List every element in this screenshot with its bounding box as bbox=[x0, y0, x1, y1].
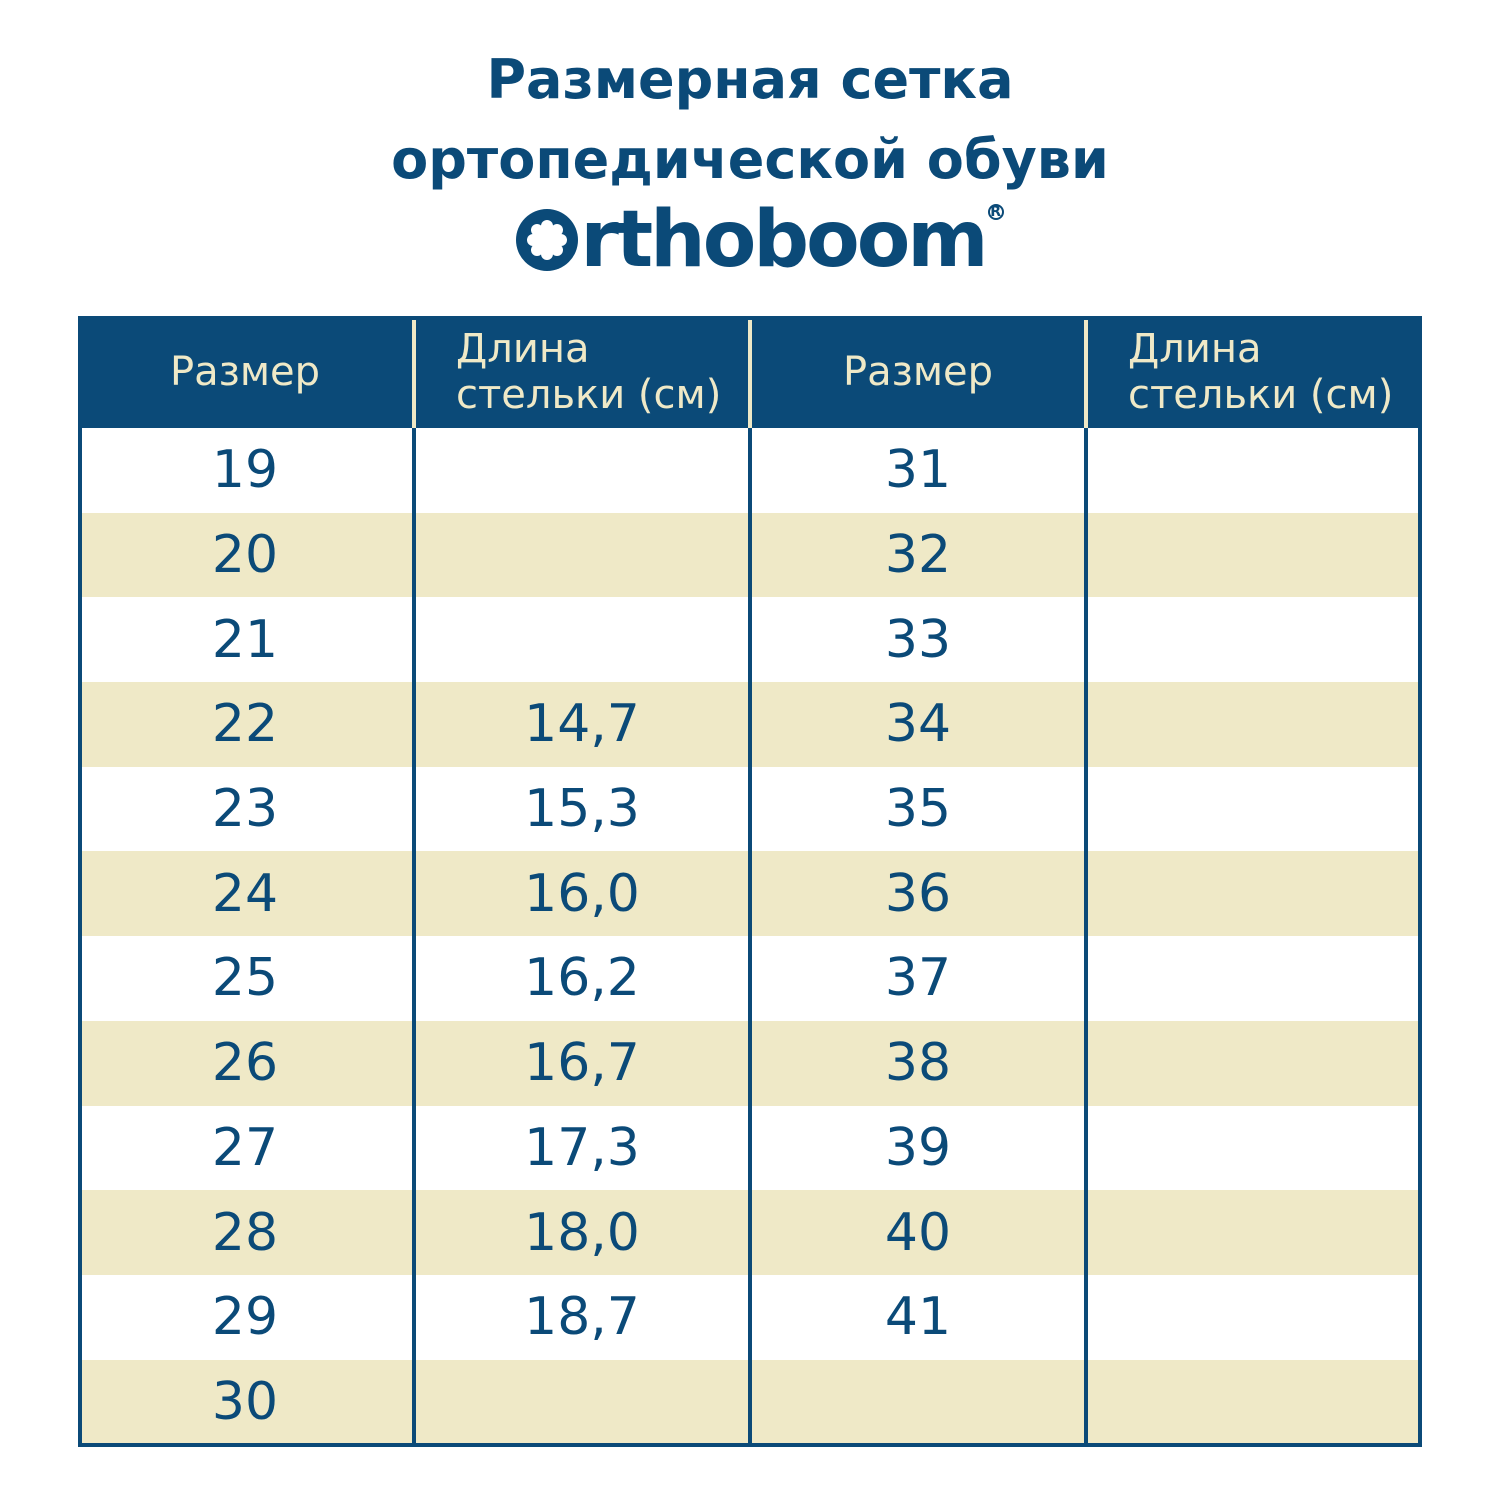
brand-logo bbox=[0, 195, 1500, 285]
table-cell bbox=[1086, 597, 1422, 682]
size-chart-table bbox=[78, 316, 1422, 1444]
table-cell bbox=[414, 597, 750, 682]
table-row bbox=[78, 936, 1422, 1021]
table-cell: 18,0 bbox=[414, 1190, 750, 1275]
table-cell bbox=[414, 1360, 750, 1445]
table-row bbox=[78, 767, 1422, 852]
table-cell bbox=[1086, 682, 1422, 767]
table-row bbox=[78, 1190, 1422, 1275]
table-cell bbox=[1086, 1275, 1422, 1360]
table-cell bbox=[1086, 428, 1422, 513]
table-row bbox=[78, 1275, 1422, 1360]
table-row bbox=[78, 428, 1422, 513]
table-row bbox=[78, 513, 1422, 598]
table-cell bbox=[1086, 513, 1422, 598]
logo-text: rthoboom bbox=[580, 195, 986, 285]
table-cell: 35 bbox=[750, 767, 1086, 852]
table-cell: 16,2 bbox=[414, 936, 750, 1021]
table-cell: 30 bbox=[211, 1371, 279, 1432]
table-cell: 16,7 bbox=[414, 1021, 750, 1106]
registered-mark: R bbox=[988, 204, 1004, 220]
table-cell bbox=[1086, 1106, 1422, 1191]
table-cell: 31 bbox=[750, 428, 1086, 513]
table-cell: 29 bbox=[211, 1287, 279, 1348]
table-cell bbox=[1086, 767, 1422, 852]
table-row bbox=[78, 1021, 1422, 1106]
table-row bbox=[78, 1106, 1422, 1191]
table-cell bbox=[1086, 1360, 1422, 1445]
header-insole-length-2: Длина стельки (см) bbox=[1128, 326, 1394, 418]
table-cell: 33 bbox=[750, 597, 1086, 682]
header-insole-length-1: Длина стельки (см) bbox=[414, 316, 750, 428]
table-cell bbox=[1086, 1021, 1422, 1106]
table-header-row bbox=[78, 316, 1422, 428]
table-cell bbox=[750, 1360, 1086, 1445]
table-row bbox=[78, 851, 1422, 936]
table-cell: 15,3 bbox=[414, 767, 750, 852]
table-cell: 41 bbox=[750, 1275, 1086, 1360]
table-cell: 28 bbox=[211, 1202, 279, 1263]
table-cell: 16,0 bbox=[414, 851, 750, 936]
table-cell: 38 bbox=[750, 1021, 1086, 1106]
flower-o-icon bbox=[514, 207, 580, 273]
table-cell bbox=[414, 513, 750, 598]
page-title-line2: ортопедической обуви bbox=[391, 128, 1109, 191]
table-cell: 37 bbox=[750, 936, 1086, 1021]
table-cell: 18,7 bbox=[414, 1275, 750, 1360]
table-cell: 25 bbox=[211, 948, 279, 1009]
table-row bbox=[78, 682, 1422, 767]
table-cell: 24 bbox=[211, 863, 279, 924]
table-cell: 27 bbox=[211, 1117, 279, 1178]
table-cell: 22 bbox=[211, 694, 279, 755]
table-cell: 26 bbox=[211, 1033, 279, 1094]
header-size-2: Размер bbox=[750, 316, 1086, 428]
table-cell bbox=[1086, 851, 1422, 936]
table-cell: 21 bbox=[211, 609, 279, 670]
table-cell: 20 bbox=[211, 525, 279, 586]
table-cell: 36 bbox=[750, 851, 1086, 936]
table-row bbox=[78, 1360, 1422, 1445]
table-cell: 32 bbox=[750, 513, 1086, 598]
page-title-line1: Размерная сетка bbox=[486, 48, 1014, 111]
table-cell: 17,3 bbox=[414, 1106, 750, 1191]
table-cell bbox=[1086, 1190, 1422, 1275]
table-cell: 19 bbox=[211, 440, 279, 501]
table-cell: 14,7 bbox=[414, 682, 750, 767]
table-cell: 34 bbox=[750, 682, 1086, 767]
table-cell: 23 bbox=[211, 779, 279, 840]
table-cell bbox=[1086, 936, 1422, 1021]
table-cell bbox=[414, 428, 750, 513]
header-size-1: Размер bbox=[78, 316, 414, 428]
table-cell: 39 bbox=[750, 1106, 1086, 1191]
table-cell: 40 bbox=[750, 1190, 1086, 1275]
table-row bbox=[78, 597, 1422, 682]
